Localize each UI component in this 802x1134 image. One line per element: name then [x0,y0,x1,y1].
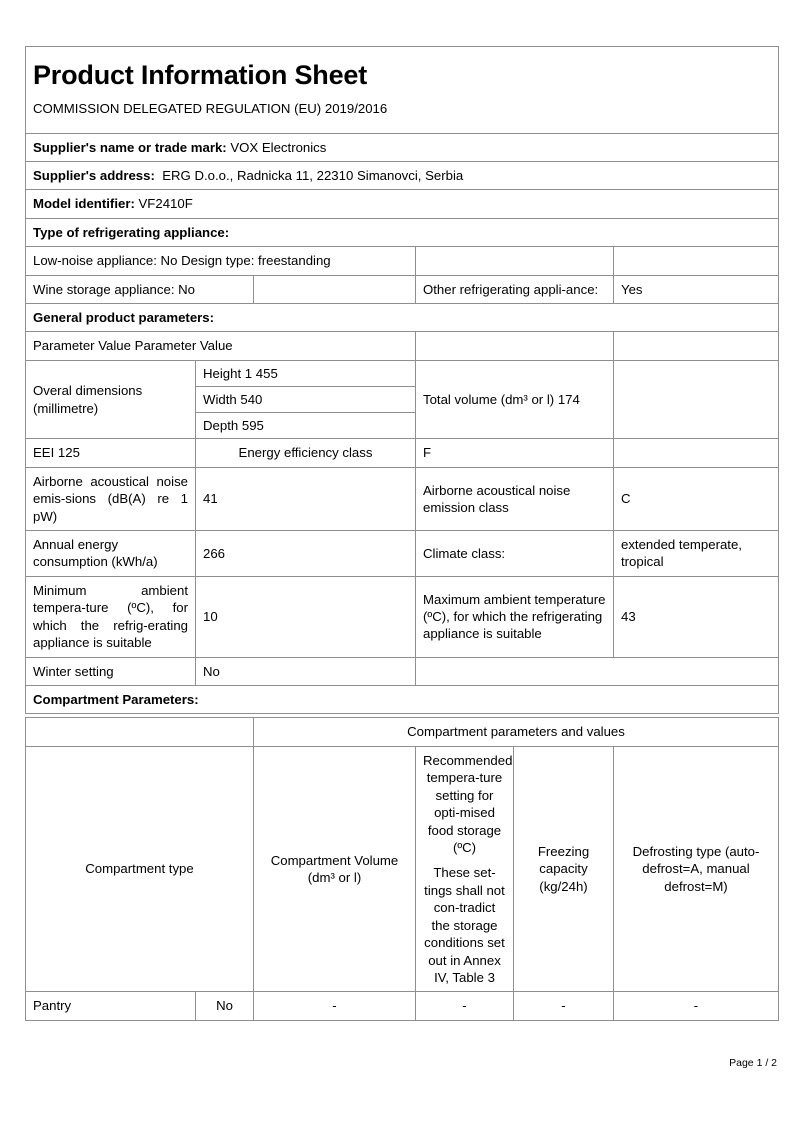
height-value: Height 1 455 [196,361,415,387]
column-header-freezing-capacity: Freezing capacity (kg/24h) [514,746,614,991]
other-appliance-label: Other refrigerating appli-ance: [416,275,614,303]
page-subtitle: COMMISSION DELEGATED REGULATION (EU) 2019/2016 [33,100,388,116]
compartment-freezing-capacity-value: - [514,992,614,1020]
low-noise-blank-cell-2 [614,247,779,275]
general-parameters-header-row [26,304,779,332]
noise-class-label: Airborne acoustical noise emission class [416,467,614,530]
dimensions-values-cell [196,360,416,438]
low-noise-row [26,247,779,275]
temperature-setting-note-text: These set-tings shall not con-tradict the storage conditions set out in Annex IV, Table 3 [424,865,505,985]
min-ambient-value: 10 [196,576,416,657]
eei-row [26,439,779,467]
winter-setting-value: No [196,657,416,685]
page-footer: Page 1 / 2 [729,1057,777,1069]
compartment-parameters-section-header: Compartment Parameters: [26,686,779,714]
low-noise-cell: Low-noise appliance: No Design type: freestanding [26,247,416,275]
wine-storage-blank-cell [254,275,416,303]
dimensions-label: Overal dimensions (millimetre) [26,360,196,438]
parameter-value-header: Parameter Value Parameter Value [26,332,416,360]
general-parameters-section-header: General product parameters: [26,304,779,332]
column-header-defrosting-type: Defrosting type (auto-defrost=A, manual defrost=M) [614,746,779,991]
product-information-table [25,46,779,1021]
compartment-column-header-row [26,746,779,991]
compartment-group-header: Compartment parameters and values [254,718,779,746]
compartment-present-value: No [196,992,254,1020]
compartment-group-header-row [26,718,779,746]
supplier-name-label: Supplier's name or trade mark: [33,139,227,155]
climate-class-label: Climate class: [416,531,614,577]
width-value: Width 540 [196,387,415,413]
height-row [196,361,415,387]
supplier-name-value: VOX Electronics [230,139,327,155]
noise-emissions-label: Airborne acoustical noise emis-sions (dB(A) re 1 pW) [26,467,196,530]
supplier-address-cell [26,161,779,189]
noise-emissions-value: 41 [196,467,416,530]
energy-efficiency-class-label: Energy efficiency class [196,439,416,467]
total-volume-value: Total volume (dm³ or l) 174 [416,360,614,438]
energy-efficiency-class-value: F [416,439,614,467]
title-cell [26,47,779,134]
noise-class-value: C [614,467,779,530]
eei-value: EEI 125 [26,439,196,467]
supplier-address-row [26,161,779,189]
wine-storage-cell: Wine storage appliance: No [26,275,254,303]
winter-setting-blank-cell [416,657,779,685]
compartment-parameters-header-row [26,686,779,714]
parameter-value-header-row [26,332,779,360]
model-identifier-value: VF2410F [138,196,193,212]
title-row [26,47,779,134]
compartment-temperature-setting-value: - [416,992,514,1020]
annual-energy-value: 266 [196,531,416,577]
depth-value: Depth 595 [196,413,415,439]
low-noise-blank-cell [416,247,614,275]
depth-row [196,413,415,439]
column-header-temperature-setting [416,746,514,991]
climate-class-value: extended temperate, tropical [614,531,779,577]
table-row [26,992,779,1020]
temperature-setting-main-text: Recommended tempera-ture setting for opti-mised food storage (ºC) [423,752,513,855]
other-appliance-value: Yes [614,275,779,303]
annual-energy-label: Annual energy consumption (kWh/a) [26,531,196,577]
max-ambient-label: Maximum ambient temperature (ºC), for which the refrigerating appliance is suitable [416,576,614,657]
compartment-volume-value: - [254,992,416,1020]
compartment-group-blank-cell [26,718,254,746]
supplier-address-label: Supplier's address: [33,167,155,183]
eei-blank-cell [614,439,779,467]
supplier-address-value: ERG D.o.o., Radnicka 11, 22310 Simanovci, Serbia [162,167,464,183]
noise-row [26,467,779,530]
page-title: Product Information Sheet [33,60,368,90]
compartment-defrosting-type-value: - [614,992,779,1020]
parameter-value-blank-cell [416,332,614,360]
winter-setting-label: Winter setting [26,657,196,685]
model-identifier-row [26,190,779,218]
dimensions-blank-cell [614,360,779,438]
dimensions-inner-table [196,361,415,438]
supplier-name-row [26,133,779,161]
supplier-name-cell [26,133,779,161]
wine-storage-row [26,275,779,303]
column-header-compartment-type: Compartment type [26,746,254,991]
compartment-type-value: Pantry [26,992,196,1020]
appliance-type-header-row [26,218,779,246]
ambient-temperature-row [26,576,779,657]
appliance-type-section-header: Type of refrigerating appliance: [26,218,779,246]
model-identifier-cell [26,190,779,218]
min-ambient-label: Minimum ambient tempera-ture (ºC), for which the refrig-erating appliance is suitable [26,576,196,657]
max-ambient-value: 43 [614,576,779,657]
dimensions-row [26,360,779,438]
model-identifier-label: Model identifier: [33,196,135,212]
parameter-value-blank-cell-2 [614,332,779,360]
annual-energy-row [26,531,779,577]
winter-setting-row [26,657,779,685]
width-row [196,387,415,413]
column-header-compartment-volume: Compartment Volume (dm³ or l) [254,746,416,991]
